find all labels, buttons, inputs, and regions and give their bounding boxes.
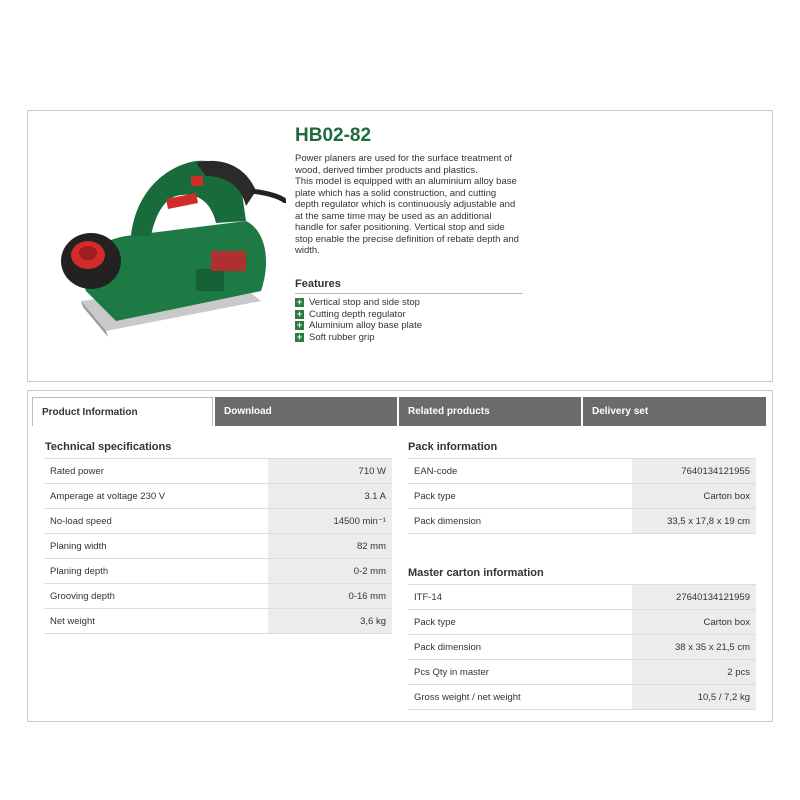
product-title: HB02-82 (295, 125, 372, 146)
product-details-panel (27, 390, 773, 722)
spec-value: 82 mm (268, 534, 392, 559)
spec-label: Pack type (408, 484, 632, 509)
spec-value: 10,5 / 7,2 kg (632, 685, 756, 710)
table-row (44, 559, 392, 584)
tech-specs-heading: Technical specifications (45, 441, 172, 453)
table-row (44, 484, 392, 509)
tab-related-products[interactable]: Related products (399, 397, 581, 426)
table-row (408, 685, 756, 710)
spec-label: Pcs Qty in master (408, 660, 632, 685)
spec-label: Pack type (408, 610, 632, 635)
plus-icon: + (296, 297, 303, 308)
spec-value: 3,6 kg (268, 609, 392, 634)
pack-info-heading: Pack information (408, 441, 498, 453)
spec-value: 38 x 35 x 21,5 cm (632, 635, 756, 660)
spec-label: No-load speed (44, 509, 268, 534)
plus-icon: + (296, 320, 303, 331)
spec-value: 3.1 A (268, 484, 392, 509)
table-row (408, 459, 756, 484)
spec-value: 33,5 x 17,8 x 19 cm (632, 509, 756, 534)
spec-label: Rated power (44, 459, 268, 484)
product-overview-panel (27, 110, 773, 382)
spec-value: 27640134121959 (632, 585, 756, 610)
spec-label: EAN-code (408, 459, 632, 484)
plus-icon: + (296, 308, 303, 319)
pack-info-table (408, 458, 756, 534)
table-row (408, 509, 756, 534)
feature-item (295, 332, 422, 344)
tab-product-information[interactable]: Product Information (32, 397, 213, 426)
features-heading: Features (295, 278, 523, 294)
table-row (408, 484, 756, 509)
spec-label: Pack dimension (408, 509, 632, 534)
feature-item (295, 309, 422, 321)
plus-icon: + (296, 331, 303, 342)
spec-label: Gross weight / net weight (408, 685, 632, 710)
master-carton-table (408, 584, 756, 710)
feature-label: Soft rubber grip (309, 331, 375, 343)
feature-item (295, 320, 422, 332)
spec-value: Carton box (632, 610, 756, 635)
product-description: Power planers are used for the surface treatment of wood, derived timber products and plastics. This model is equipped with an aluminium alloy base plate which has a solid construction, and cutting depth regulator which is continuously adjustable and at the same time may be used as an additional handle for safer positioning. Vertical stop and side stop enable the precise definition of rebate depth and width. (295, 153, 519, 256)
spec-value: 0-2 mm (268, 559, 392, 584)
spec-value: Carton box (632, 484, 756, 509)
spec-value: 710 W (268, 459, 392, 484)
table-row (408, 635, 756, 660)
spec-label: Planing width (44, 534, 268, 559)
table-row (408, 610, 756, 635)
feature-label: Vertical stop and side stop (309, 297, 420, 308)
spec-value: 0-16 mm (268, 584, 392, 609)
table-row (408, 585, 756, 610)
spec-label: Planing depth (44, 559, 268, 584)
table-row (44, 534, 392, 559)
spec-label: Net weight (44, 609, 268, 634)
spec-value: 14500 min⁻¹ (268, 509, 392, 534)
table-row (44, 459, 392, 484)
master-carton-heading: Master carton information (408, 567, 544, 579)
feature-label: Aluminium alloy base plate (309, 320, 423, 331)
tab-delivery-set[interactable]: Delivery set (583, 397, 766, 426)
spec-value: 2 pcs (632, 660, 756, 685)
feature-label: Cutting depth regulator (309, 308, 406, 320)
features-list (295, 297, 422, 343)
spec-value: 7640134121955 (632, 459, 756, 484)
spec-label: Amperage at voltage 230 V (44, 484, 268, 509)
tab-bar (32, 397, 768, 426)
tab-download[interactable]: Download (215, 397, 397, 426)
spec-label: ITF-14 (408, 585, 632, 610)
spec-label: Pack dimension (408, 635, 632, 660)
feature-item (295, 297, 422, 309)
table-row (408, 660, 756, 685)
table-row (44, 584, 392, 609)
table-row (44, 609, 392, 634)
product-image (46, 151, 286, 351)
table-row (44, 509, 392, 534)
tech-specs-table (44, 458, 392, 634)
spec-label: Grooving depth (44, 584, 268, 609)
